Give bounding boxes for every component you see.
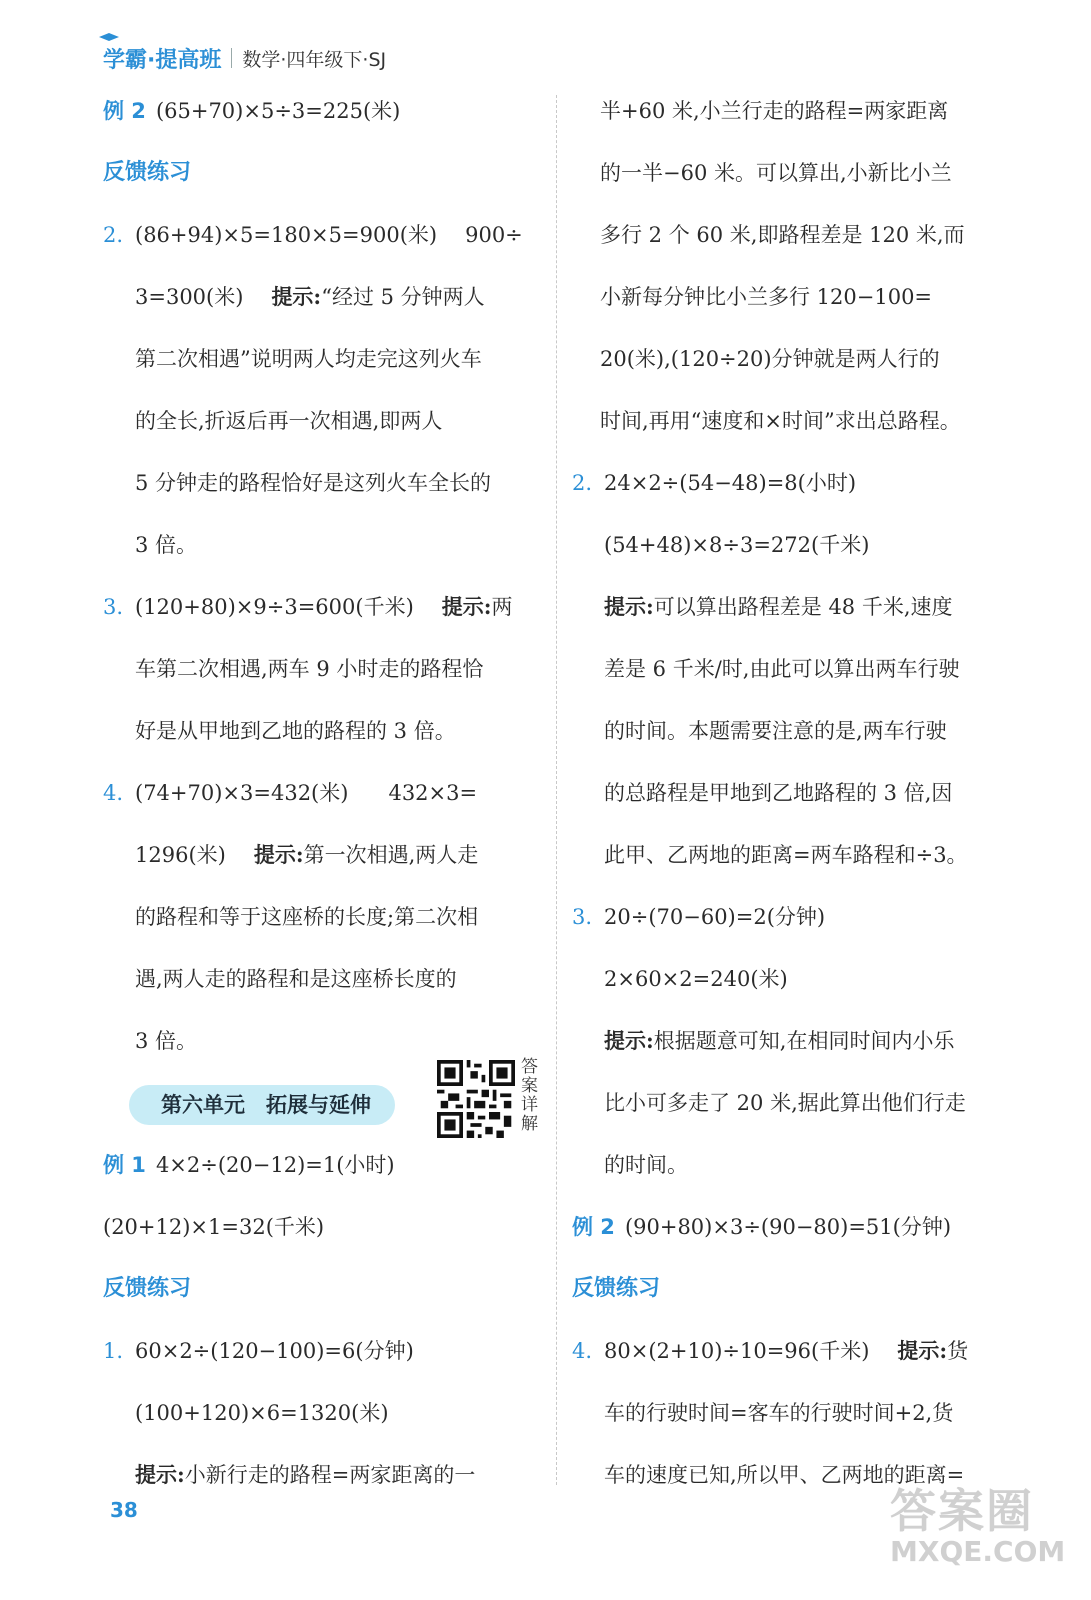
- example-1: 例 1 4×2÷(20−12)=1(小时): [103, 1153, 395, 1177]
- answer-line: (20+12)×1=32(千米): [103, 1215, 325, 1239]
- answer-line: (54+48)×8÷3=272(千米): [604, 533, 870, 557]
- brand-logo: 学霸·提高班: [103, 43, 221, 74]
- column-divider: [556, 95, 557, 1485]
- answer-line: 3=300(米) 提示:“经过 5 分钟两人: [135, 284, 485, 309]
- answer-line: 3 倍。: [135, 1029, 198, 1053]
- answer-line: 提示:根据题意可知,在相同时间内小乐: [604, 1028, 955, 1053]
- answer-line: 小新每分钟比小兰多行 120−100=: [600, 285, 933, 309]
- answer-line: 此甲、乙两地的距离=两车路程和÷3。: [604, 843, 968, 867]
- left-column: [103, 80, 543, 1506]
- answer-line: 多行 2 个 60 米,即路程差是 120 米,而: [600, 223, 965, 247]
- subject-label: 数学·四年级下·SJ: [242, 48, 387, 71]
- answer-line: 时间,再用“速度和×时间”求出总路程。: [600, 409, 961, 433]
- answer-line: 车的行驶时间=客车的行驶时间+2,货: [604, 1401, 954, 1425]
- answer-line: 车的速度已知,所以甲、乙两地的距离=: [604, 1463, 965, 1487]
- section-heading-feedback: 反馈练习: [103, 160, 192, 185]
- section-heading-feedback: 反馈练习: [572, 1276, 661, 1301]
- unit-banner-row: [103, 1057, 543, 1134]
- answer-1: 1. 60×2÷(120−100)=6(分钟): [103, 1339, 414, 1363]
- answer-2: 2. 24×2÷(54−48)=8(小时): [572, 471, 857, 495]
- answer-line: 20(米),(120÷20)分钟就是两人行的: [600, 347, 940, 371]
- answer-line: 好是从甲地到乙地的路程的 3 倍。: [135, 719, 456, 743]
- graduation-cap-icon: [99, 33, 119, 43]
- watermark: 答案圈 MXQE.COM: [890, 1484, 1066, 1568]
- answer-2: 2. (86+94)×5=180×5=900(米) 900÷: [103, 223, 523, 247]
- page-header: [103, 40, 386, 76]
- example-2: 例 2 (90+80)×3÷(90−80)=51(分钟): [572, 1215, 952, 1239]
- header-separator: [231, 48, 232, 68]
- qr-label: 答案详解: [521, 1057, 538, 1134]
- answer-line: 的全长,折返后再一次相遇,即两人: [135, 409, 443, 433]
- answer-3: 3. 20÷(70−60)=2(分钟): [572, 905, 826, 929]
- answer-line: 5 分钟走的路程恰好是这列火车全长的: [135, 471, 492, 495]
- qr-code-icon[interactable]: [437, 1060, 515, 1138]
- right-column: [572, 80, 1012, 1506]
- answer-3: 3. (120+80)×9÷3=600(千米) 提示:两: [103, 594, 513, 619]
- answer-line: 的时间。本题需要注意的是,两车行驶: [604, 719, 947, 743]
- answer-line: 提示:小新行走的路程=两家距离的一: [135, 1462, 476, 1487]
- answer-line: 3 倍。: [135, 533, 198, 557]
- answer-4: 4. 80×(2+10)÷10=96(千米) 提示:货: [572, 1338, 969, 1363]
- answer-line: 差是 6 千米/时,由此可以算出两车行驶: [604, 657, 960, 681]
- answer-line: 第二次相遇”说明两人均走完这列火车: [135, 347, 482, 371]
- answer-line: 车第二次相遇,两车 9 小时走的路程恰: [135, 657, 484, 681]
- answer-line: 1296(米) 提示:第一次相遇,两人走: [135, 842, 479, 867]
- answer-line: 的一半−60 米。可以算出,小新比小兰: [600, 161, 952, 185]
- answer-line: 提示:可以算出路程差是 48 千米,速度: [604, 594, 953, 619]
- example-2: 例 2 (65+70)×5÷3=225(米): [103, 99, 401, 123]
- answer-line: 的时间。: [604, 1153, 688, 1177]
- answer-line: 半+60 米,小兰行走的路程=两家距离: [600, 99, 949, 123]
- unit-banner: 第六单元 拓展与延伸: [129, 1085, 395, 1125]
- answer-line: 的路程和等于这座桥的长度;第二次相: [135, 905, 479, 929]
- answer-line: 2×60×2=240(米): [604, 967, 788, 991]
- answer-line: 比小可多走了 20 米,据此算出他们行走: [604, 1091, 966, 1115]
- answer-line: 遇,两人走的路程和是这座桥长度的: [135, 967, 457, 991]
- section-heading-feedback: 反馈练习: [103, 1276, 192, 1301]
- page-number: 38: [110, 1498, 138, 1522]
- answer-line: (100+120)×6=1320(米): [135, 1401, 389, 1425]
- answer-line: 的总路程是甲地到乙地路程的 3 倍,因: [604, 781, 953, 805]
- answer-4: 4. (74+70)×3=432(米) 432×3=: [103, 781, 478, 805]
